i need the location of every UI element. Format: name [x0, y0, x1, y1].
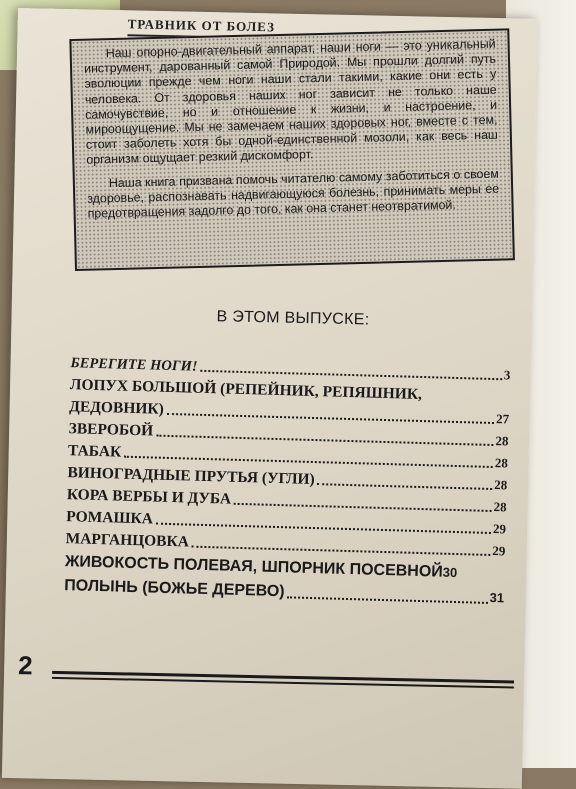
toc-entry-page: 29 [492, 543, 506, 559]
toc-entry-title: ЖИВОКОСТЬ ПОЛЕВАЯ, ШПОРНИК ПОСЕВНОЙ [64, 553, 444, 581]
toc-entry-page: 30 [442, 564, 458, 581]
toc-entry-page: 28 [494, 455, 509, 471]
toc-leader-dots [318, 483, 493, 490]
page-number: 2 [17, 650, 34, 681]
toc-entry-title: ЛОПУХ БОЛЬШОЙ (РЕПЕЙНИК, РЕПЯШНИК, [69, 376, 423, 403]
intro-paragraph-2: Наша книга призвана помочь читателю самому заботиться о своем здоровье, распознавать надвигающуюся болезнь, принимать меры ее предотвращения задолго до того, как она станет неотвратимой. [87, 166, 500, 221]
toc-entry-page: 28 [495, 433, 509, 449]
toc-entry-title: РОМАШКА [65, 508, 154, 528]
book-page [2, 8, 538, 789]
toc-entry-title: ПОЛЫНЬ (БОЖЬЕ ДЕРЕВО) [64, 577, 285, 601]
toc-entry-title: ТАБАК [67, 442, 122, 461]
toc-entry-page: 28 [494, 477, 508, 493]
toc-entry-page: 29 [492, 521, 507, 537]
table-of-contents [64, 352, 511, 610]
intro-box [69, 28, 515, 271]
toc-heading: В ЭТОМ ВЫПУСКЕ: [216, 308, 370, 329]
toc-entry-title: КОРА ВЕРБЫ И ДУБА [66, 486, 232, 508]
toc-leader-dots [234, 503, 492, 512]
toc-entry-page: 27 [495, 411, 510, 427]
toc-entry-page: 28 [493, 499, 507, 515]
toc-entry-title: БЕРЕГИТЕ НОГИ! [70, 355, 198, 375]
toc-entry-title: ВИНОГРАДНЫЕ ПРУТЬЯ (УГЛИ) [67, 464, 315, 489]
toc-leader-dots [287, 596, 487, 604]
toc-entry-title: МАРГАНЦОВКА [65, 530, 190, 551]
intro-paragraph-1: Наш опорно-двигательный аппарат, наши ноги — это уникальный инструмент, дарованный самой Природой. Мы прошли долгий путь эволюции прежде чем ноги наши стали такими, какие они есть у человека. От здоровья наших ног зависит не только наше самочувствие, но и отношение к жизни, и настроение, и мироощущение. Мы не замечаем наших здоровых ног, вместе с тем, стоит заболеть хотя бы одной-единственной мозоли, как весь наш организм ощущает резкий дискомфорт. [83, 36, 498, 168]
toc-entry-title: ЗВЕРОБОЙ [68, 420, 154, 440]
toc-entry-title-continued: ДЕДОВНИК) [69, 398, 165, 418]
toc-entry-page: 3 [503, 367, 511, 383]
running-header: ТРАВНИК ОТ БОЛЕЗ [127, 16, 507, 44]
toc-entry-page: 31 [489, 589, 505, 606]
